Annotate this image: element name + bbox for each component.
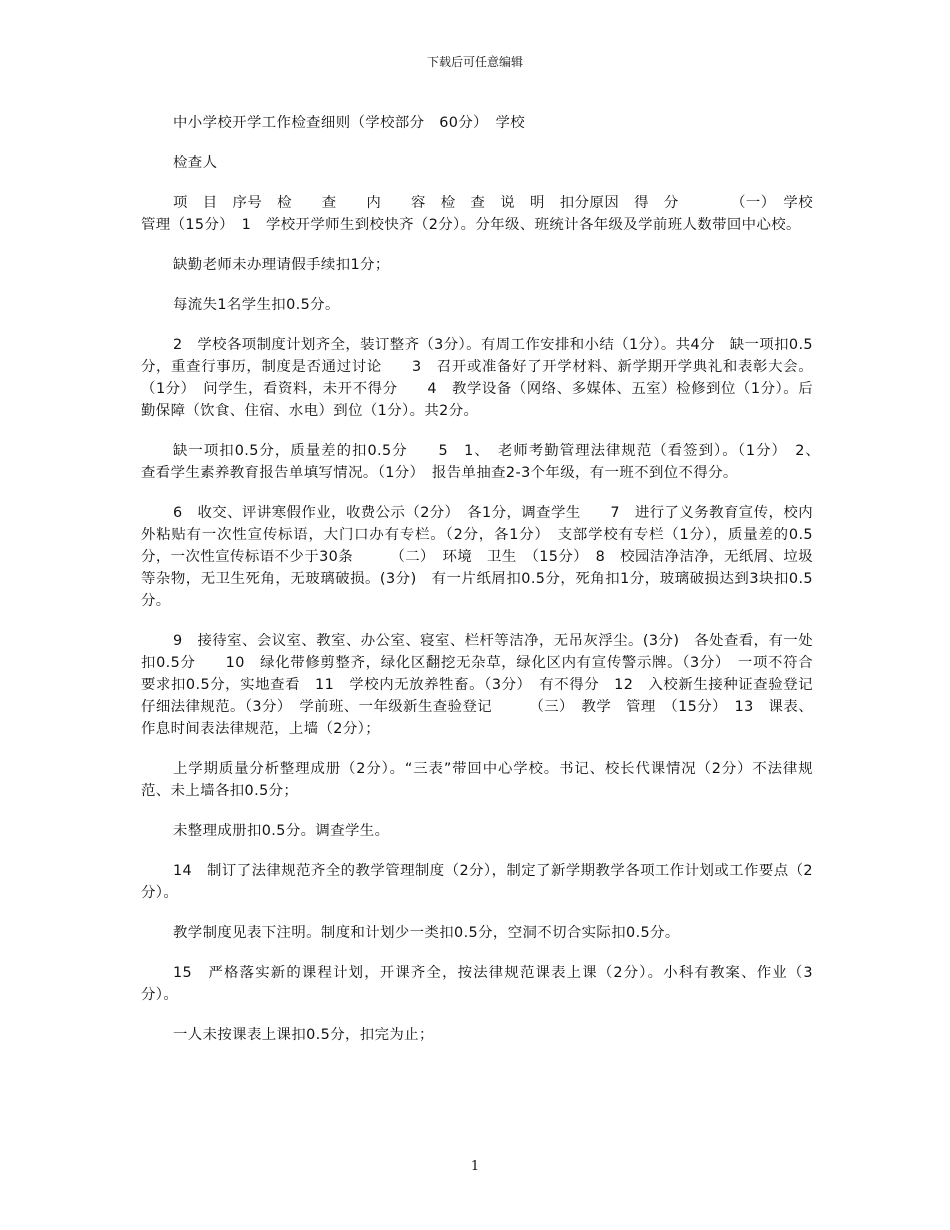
page-header: 下载后可任意编辑 xyxy=(426,55,523,69)
paragraph: 14 制订了法律规范齐全的教学管理制度（2分），制定了新学期教学各项工作计划或工作要点（2分）。 xyxy=(141,863,813,901)
paragraph: 缺一项扣0.5分，质量差的扣0.5分 5 1、 老师考勤管理法律规范（看签到）。（1分） 2、 查看学生素养教育报告单填写情况。（1分） 报告单抽查2-3个年级，有一班不到位不得分。 xyxy=(141,443,828,481)
paragraph: 6 收交、评讲寒假作业，收费公示（2分） 各1分，调查学生 7 进行了义务教育宣传，校内外粘贴有一次性宣传标语，大门口办有专栏。（2分，各1分） 支部学校有专栏（1分），质量差的0.5分，一次性宣传标语不少于30条 （二） 环境 卫生 （15分） 8 校园洁净洁净，无纸屑、垃圾等杂物，无卫生死角，无玻璃破损。(3分) 有一片纸屑扣0.5分，死角扣1分，玻璃破损达到3块扣0.5分。 xyxy=(141,505,813,609)
document-body xyxy=(141,112,828,1064)
paragraph: 项 目 序号 检 查 内 容 检 查 说 明 扣分原因 得 分 （一） 学校 管理（15分） 1 学校开学师生到校快齐（2分）。分年级、班统计各年级及学前班人数带回中心校。 xyxy=(141,195,828,233)
paragraph: 未整理成册扣0.5分。调查学生。 xyxy=(173,823,390,839)
paragraph: 9 接待室、会议室、教室、办公室、寝室、栏杆等洁净，无吊灰浮尘。(3分) 各处查看，有一处扣0.5分 10 绿化带修剪整齐，绿化区翻挖无杂草，绿化区内有宣传警示牌。（3分） 一项不符合要求扣0.5分，实地查看 11 学校内无放养牲畜。（3分） 有不得分 12 入校新生接种证查验登记仔细法律规范。（3分） 学前班、一年级新生查验登记 （三） 教学 管理 （15分） 13 课表、作息时间表法律规范，上墙（2分）； xyxy=(141,633,813,737)
paragraph: 缺勤老师未办理请假手续扣1分； xyxy=(173,257,390,273)
paragraph: 2 学校各项制度计划齐全，装订整齐（3分）。有周工作安排和小结（1分）。共4分 缺一项扣0.5分，重查行事历，制度是否通过讨论 3 召开或准备好了开学材料、新学期开学典礼和表彰大会。（1分） 问学生，看资料，未开不得分 4 教学设备（网络、多媒体、五室）检修到位（1分）。后勤保障（饮食、住宿、水电）到位（1分）。共2分。 xyxy=(141,337,813,419)
paragraph: 上学期质量分析整理成册（2分）。“三表”带回中心学校。书记、校长代课情况（2分）不法律规范、未上墙各扣0.5分； xyxy=(141,761,813,799)
paragraph: 15 严格落实新的课程计划，开课齐全，按法律规范课表上课（2分）。小科有教案、作业（3分）。 xyxy=(141,965,813,1003)
paragraph: 每流失1名学生扣0.5分。 xyxy=(173,297,340,313)
document-title: 中小学校开学工作检查细则（学校部分 60分） 学校 xyxy=(173,115,526,131)
page-number: 1 xyxy=(470,1159,480,1174)
paragraph: 一人未按课表上课扣0.5分，扣完为止； xyxy=(173,1027,434,1043)
inspector-line: 检查人 xyxy=(173,155,218,171)
paragraph: 教学制度见表下注明。制度和计划少一类扣0.5分，空洞不切合实际扣0.5分。 xyxy=(173,925,680,941)
